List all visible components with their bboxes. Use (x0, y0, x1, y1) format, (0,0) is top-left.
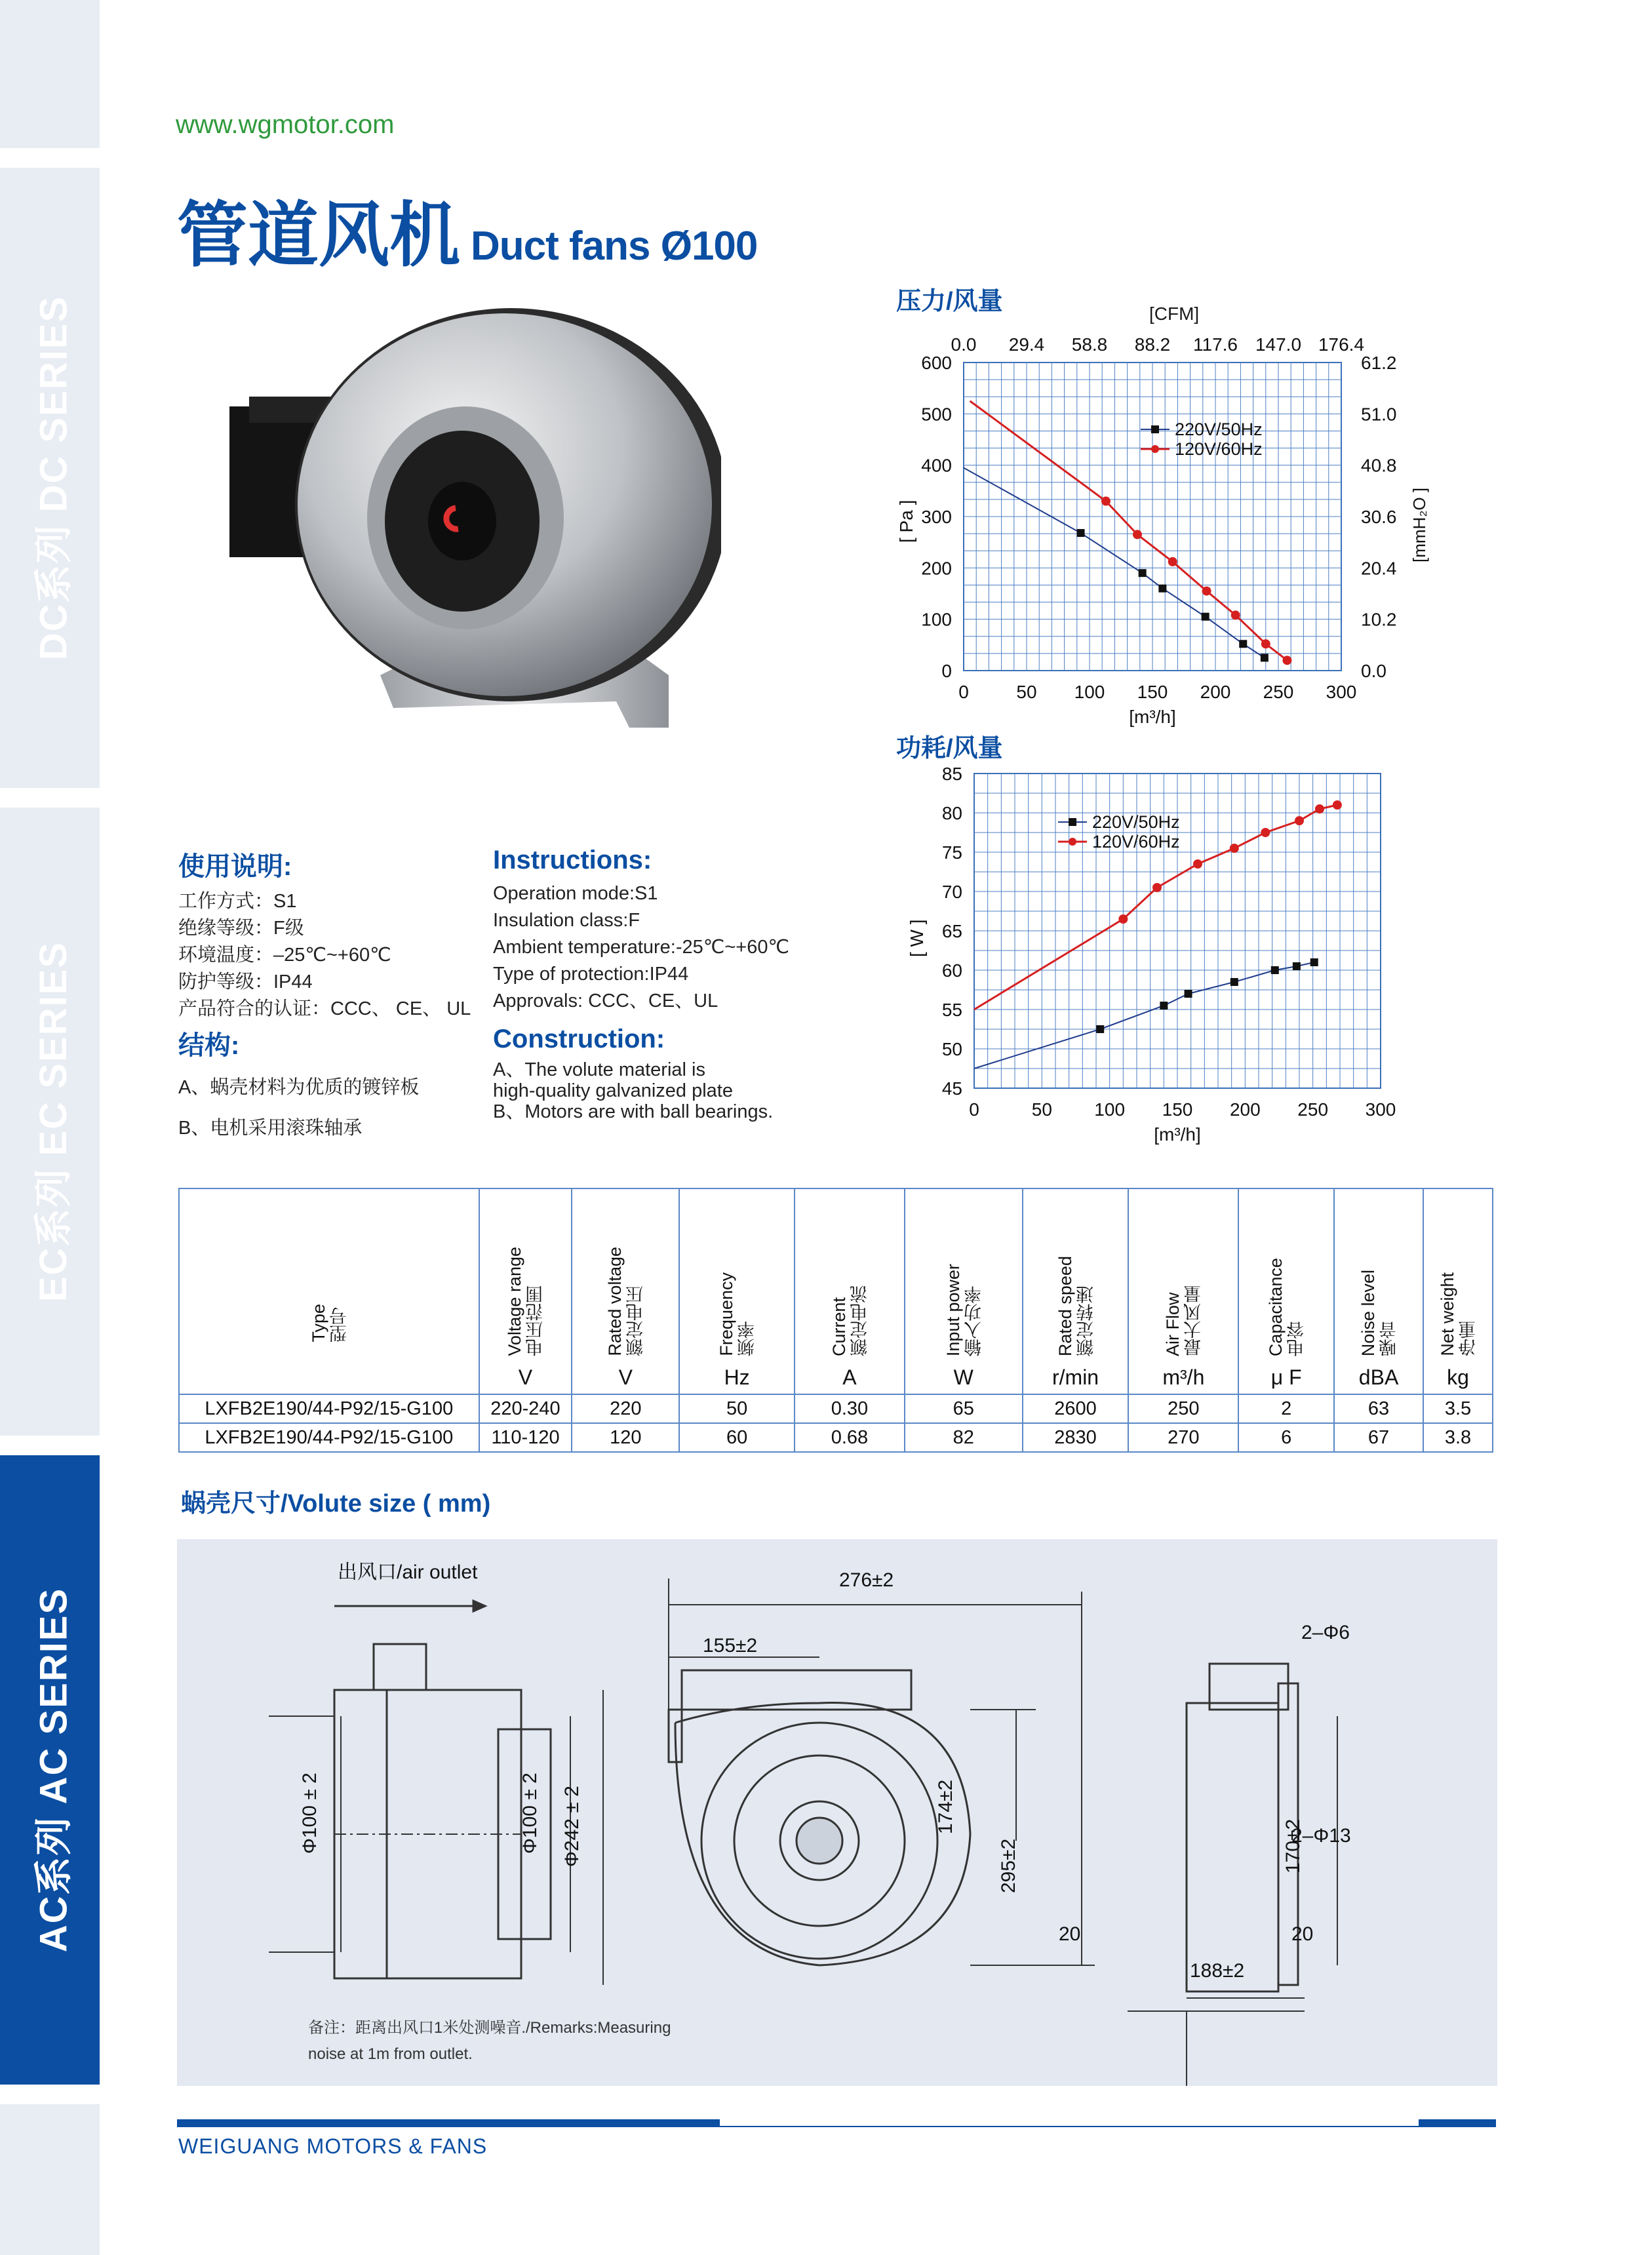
table-cell: 0.30 (795, 1394, 905, 1423)
table-cell: 2830 (1023, 1423, 1129, 1452)
spec-table (178, 1188, 1493, 1453)
x-tick-label: 100 (1074, 682, 1105, 702)
legend-marker (1069, 838, 1076, 846)
side-tab-top (0, 0, 100, 148)
table-cell: LXFB2E190/44-P92/15-G100 (179, 1423, 479, 1452)
x-tick-label: 0 (969, 1099, 979, 1120)
x2-tick-label: 147.0 (1255, 334, 1302, 355)
data-point-120v (1261, 639, 1270, 648)
remark (308, 2015, 671, 2068)
x-axis-label: [m³/h] (1129, 707, 1176, 727)
instructions-en-line: Operation mode:S1 (493, 883, 658, 904)
table-cell: 50 (679, 1394, 795, 1423)
instructions-cn-line: 绝缘等级：F级 (178, 918, 304, 939)
data-point-120v (1230, 844, 1239, 853)
power-chart-title: 功耗/风量 (896, 735, 1003, 762)
dim-276: 276±2 (839, 1569, 894, 1591)
table-header-row (179, 1188, 1493, 1394)
instructions-en-line: Approvals: CCC、CE、UL (493, 990, 718, 1011)
construction-cn (178, 1025, 419, 1148)
y2-tick-label: 20.4 (1361, 558, 1397, 579)
y-tick-label: 300 (921, 507, 952, 527)
table-cell: 220 (572, 1394, 679, 1423)
legend-label: 220V/50Hz (1175, 420, 1263, 439)
x2-tick-label: 29.4 (1008, 334, 1045, 355)
construction-en-heading: Construction: (493, 1025, 665, 1053)
dim-170: 170±2 (1282, 1818, 1304, 1873)
construction-en-line: A、The volute material is (493, 1059, 705, 1080)
dimension-drawing (177, 1539, 1497, 2086)
y-tick-label: 45 (941, 1078, 962, 1099)
data-point-220v (1158, 585, 1166, 593)
y2-axis-label: [mmH₂O ] (1409, 487, 1429, 562)
data-point-220v (1160, 1002, 1168, 1010)
data-point-220v (1096, 1025, 1104, 1033)
y-tick-label: 600 (921, 353, 952, 373)
data-point-220v (1185, 990, 1192, 998)
instructions-en (493, 846, 789, 1015)
header-capacitance: Capacitance 电容 μ F (1238, 1188, 1334, 1394)
y-axis-label: [ W ] (907, 919, 927, 957)
construction-cn-line: A、蜗壳材料为优质的镀锌板 (178, 1077, 420, 1098)
dim-20-right: 20 (1291, 1923, 1314, 1945)
data-point-120v (1231, 610, 1240, 619)
dim-174: 174±2 (935, 1779, 956, 1834)
x2-tick-label: 88.2 (1134, 334, 1171, 355)
side-tab-ac-label: AC系列 AC SERIES (32, 1587, 75, 1953)
table-row (179, 1394, 1493, 1423)
instructions-en-line: Type of protection:IP44 (493, 964, 689, 985)
y2-tick-label: 61.2 (1361, 353, 1397, 373)
y2-tick-label: 30.6 (1361, 507, 1397, 527)
table-cell: 6 (1238, 1423, 1334, 1452)
table-cell: 2 (1238, 1394, 1334, 1423)
power-flow-chart (872, 760, 1475, 1180)
construction-en-line: high-quality galvanized plate (493, 1080, 733, 1101)
dim-air-outlet: 出风口/air outlet (338, 1561, 478, 1583)
remark-line: 备注：距离出风口1米处测噪音./Remarks:Measuring (308, 2019, 671, 2037)
website-url[interactable]: www.wgmotor.com (176, 110, 395, 139)
header-current: Current 额定电流 A (795, 1188, 905, 1394)
header-type: Type 型号 (179, 1188, 479, 1394)
data-point-220v (1239, 640, 1247, 648)
y2-tick-label: 40.8 (1361, 455, 1397, 476)
instructions-cn-line: 防护等级：IP44 (178, 971, 313, 992)
instructions-cn-line: 产品符合的认证：CCC、 CE、 UL (178, 998, 471, 1019)
dim-holes-6: 2–Φ6 (1301, 1622, 1350, 1643)
x2-tick-label: 0.0 (951, 334, 977, 355)
title-en: Duct fans Ø100 (471, 224, 758, 269)
side-tab-bottom (0, 2104, 100, 2255)
data-point-120v (1118, 914, 1128, 924)
dim-295: 295±2 (998, 1838, 1019, 1893)
data-point-120v (1295, 816, 1304, 825)
instructions-cn (178, 846, 471, 1023)
data-point-120v (1315, 804, 1324, 814)
legend-label: 120V/60Hz (1175, 439, 1263, 459)
side-tab-ec-label: EC系列 EC SERIES (32, 941, 75, 1303)
dim-188: 188±2 (1190, 1960, 1245, 1982)
x2-tick-label: 117.6 (1193, 334, 1238, 355)
header-net-weight: Net weight 净重 kg (1423, 1188, 1493, 1394)
x2-tick-label: 58.8 (1071, 334, 1108, 355)
x-tick-label: 250 (1297, 1099, 1329, 1120)
table-row (179, 1423, 1493, 1452)
instructions-en-line: Ambient temperature:-25℃~+60℃ (493, 937, 790, 958)
data-point-120v (1202, 587, 1211, 596)
pressure-chart-title: 压力/风量 (896, 288, 1003, 315)
y2-tick-label: 0.0 (1361, 661, 1386, 681)
side-gap (0, 1436, 100, 1455)
header-air-flow: Air Flow 最大风量 m³/h (1128, 1188, 1238, 1394)
legend-marker (1151, 425, 1159, 433)
data-point-120v (1101, 497, 1111, 506)
product-photo (223, 308, 721, 754)
y-tick-label: 60 (941, 960, 962, 981)
data-point-220v (1293, 962, 1301, 970)
data-point-220v (1261, 654, 1268, 661)
side-gap (0, 148, 100, 168)
x-tick-label: 50 (1031, 1099, 1052, 1120)
y-tick-label: 200 (921, 558, 952, 579)
table-cell: 220-240 (479, 1394, 572, 1423)
instructions-en-heading: Instructions: (493, 846, 652, 874)
x-tick-label: 150 (1162, 1099, 1193, 1120)
table-cell: 270 (1128, 1423, 1238, 1452)
data-point-120v (1152, 883, 1162, 892)
table-cell: 110-120 (479, 1423, 572, 1452)
table-cell: 82 (905, 1423, 1023, 1452)
footer-company: WEIGUANG MOTORS & FANS (178, 2134, 488, 2158)
x-tick-label: 0 (958, 682, 969, 702)
table-cell: 63 (1334, 1394, 1423, 1423)
y-tick-label: 65 (941, 921, 962, 941)
page-title (177, 178, 757, 280)
cfm-unit: [CFM] (1149, 304, 1200, 324)
x-tick-label: 200 (1229, 1099, 1261, 1120)
x2-tick-label: 176.4 (1318, 334, 1365, 355)
data-point-120v (1333, 800, 1342, 810)
table-cell: 120 (572, 1423, 679, 1452)
title-cn: 管道风机 (177, 195, 461, 277)
header-noise-level: Noise level 噪音 dBA (1334, 1188, 1423, 1394)
dim-d100-left: Φ100 ± 2 (299, 1773, 321, 1854)
dim-d242: Φ242 ± 2 (561, 1786, 583, 1867)
side-gap (0, 2085, 100, 2104)
side-tab-ec[interactable] (0, 808, 100, 1436)
data-point-120v (1133, 530, 1142, 539)
data-point-120v (1282, 656, 1291, 665)
x-tick-label: 100 (1094, 1099, 1126, 1120)
x-tick-label: 300 (1326, 682, 1357, 702)
dim-holes-13: 2–Φ13 (1291, 1825, 1351, 1847)
y-tick-label: 50 (941, 1039, 962, 1059)
x-tick-label: 250 (1263, 682, 1294, 702)
table-cell: 3.5 (1423, 1394, 1493, 1423)
construction-en-line: B、Motors are with ball bearings. (493, 1101, 774, 1122)
legend-label: 120V/60Hz (1092, 832, 1180, 852)
instructions-cn-line: 工作方式：S1 (178, 891, 297, 912)
table-cell: LXFB2E190/44-P92/15-G100 (179, 1394, 479, 1423)
y-tick-label: 400 (921, 455, 952, 476)
construction-cn-line: B、电机采用滚珠轴承 (178, 1118, 363, 1139)
side-tab-dc-label: DC系列 DC SERIES (32, 295, 75, 661)
x-tick-label: 200 (1200, 682, 1231, 702)
dim-155: 155±2 (703, 1635, 758, 1657)
side-view-right (1128, 1664, 1337, 2086)
side-tab-ac[interactable] (0, 1455, 100, 2085)
y-tick-label: 55 (941, 1000, 962, 1020)
header-input-power: Input power 输入功率 W (905, 1188, 1023, 1394)
table-cell: 3.8 (1423, 1423, 1493, 1452)
y2-tick-label: 51.0 (1361, 404, 1397, 425)
table-cell: 0.68 (795, 1423, 905, 1452)
instructions-en-line: Insulation class:F (493, 910, 640, 931)
y2-tick-label: 10.2 (1361, 609, 1397, 630)
x-axis-label: [m³/h] (1154, 1124, 1201, 1145)
y-tick-label: 80 (941, 803, 962, 823)
table-cell: 65 (905, 1394, 1023, 1423)
x-tick-label: 150 (1137, 682, 1168, 702)
y-tick-label: 70 (941, 882, 962, 902)
header-rated-voltage: Rated voltage 额定电压 V (572, 1188, 679, 1394)
y-tick-label: 75 (941, 842, 962, 863)
x-tick-label: 300 (1365, 1099, 1396, 1120)
x-tick-label: 50 (1016, 682, 1037, 702)
data-point-120v (1193, 859, 1202, 869)
dim-d100-right: Φ100 ± 2 (519, 1773, 541, 1854)
remark-line: noise at 1m from outlet. (308, 2045, 473, 2063)
header-voltage-range: Voltage range 电压范围 V (479, 1188, 572, 1394)
table-cell: 2600 (1023, 1394, 1129, 1423)
construction-cn-heading: 结构: (178, 1031, 240, 1060)
pressure-flow-chart (872, 324, 1475, 744)
volute-size-title: 蜗壳尺寸/Volute size ( mm) (181, 1490, 491, 1518)
data-point-220v (1271, 966, 1279, 974)
legend-marker (1151, 445, 1159, 453)
side-gap (0, 788, 100, 808)
table-cell: 60 (679, 1423, 795, 1452)
instructions-cn-heading: 使用说明: (178, 852, 292, 881)
header-rated-speed: Rated speed 额定转速 r/min (1023, 1188, 1129, 1394)
legend-label: 220V/50Hz (1092, 812, 1180, 832)
construction-en (493, 1025, 773, 1122)
data-point-220v (1202, 613, 1210, 621)
data-point-220v (1077, 529, 1085, 537)
header-frequency: Frequency 频率 Hz (679, 1188, 795, 1394)
table-cell: 250 (1128, 1394, 1238, 1423)
data-point-120v (1168, 557, 1177, 566)
data-point-220v (1230, 978, 1238, 986)
data-point-120v (1261, 828, 1270, 837)
footer-line (177, 2126, 1496, 2127)
legend-marker (1069, 818, 1076, 826)
y-axis-label: [ Pa ] (896, 500, 916, 543)
dim-20-left: 20 (1059, 1923, 1081, 1945)
data-point-220v (1310, 958, 1318, 966)
y-tick-label: 100 (921, 609, 952, 630)
y-tick-label: 0 (941, 661, 952, 681)
instructions-cn-line: 环境温度：–25℃~+60℃ (178, 945, 391, 966)
table-cell: 67 (1334, 1423, 1423, 1452)
data-point-220v (1139, 569, 1147, 577)
side-tab-dc[interactable] (0, 168, 100, 788)
y-tick-label: 85 (941, 764, 962, 784)
y-tick-label: 500 (921, 404, 952, 425)
